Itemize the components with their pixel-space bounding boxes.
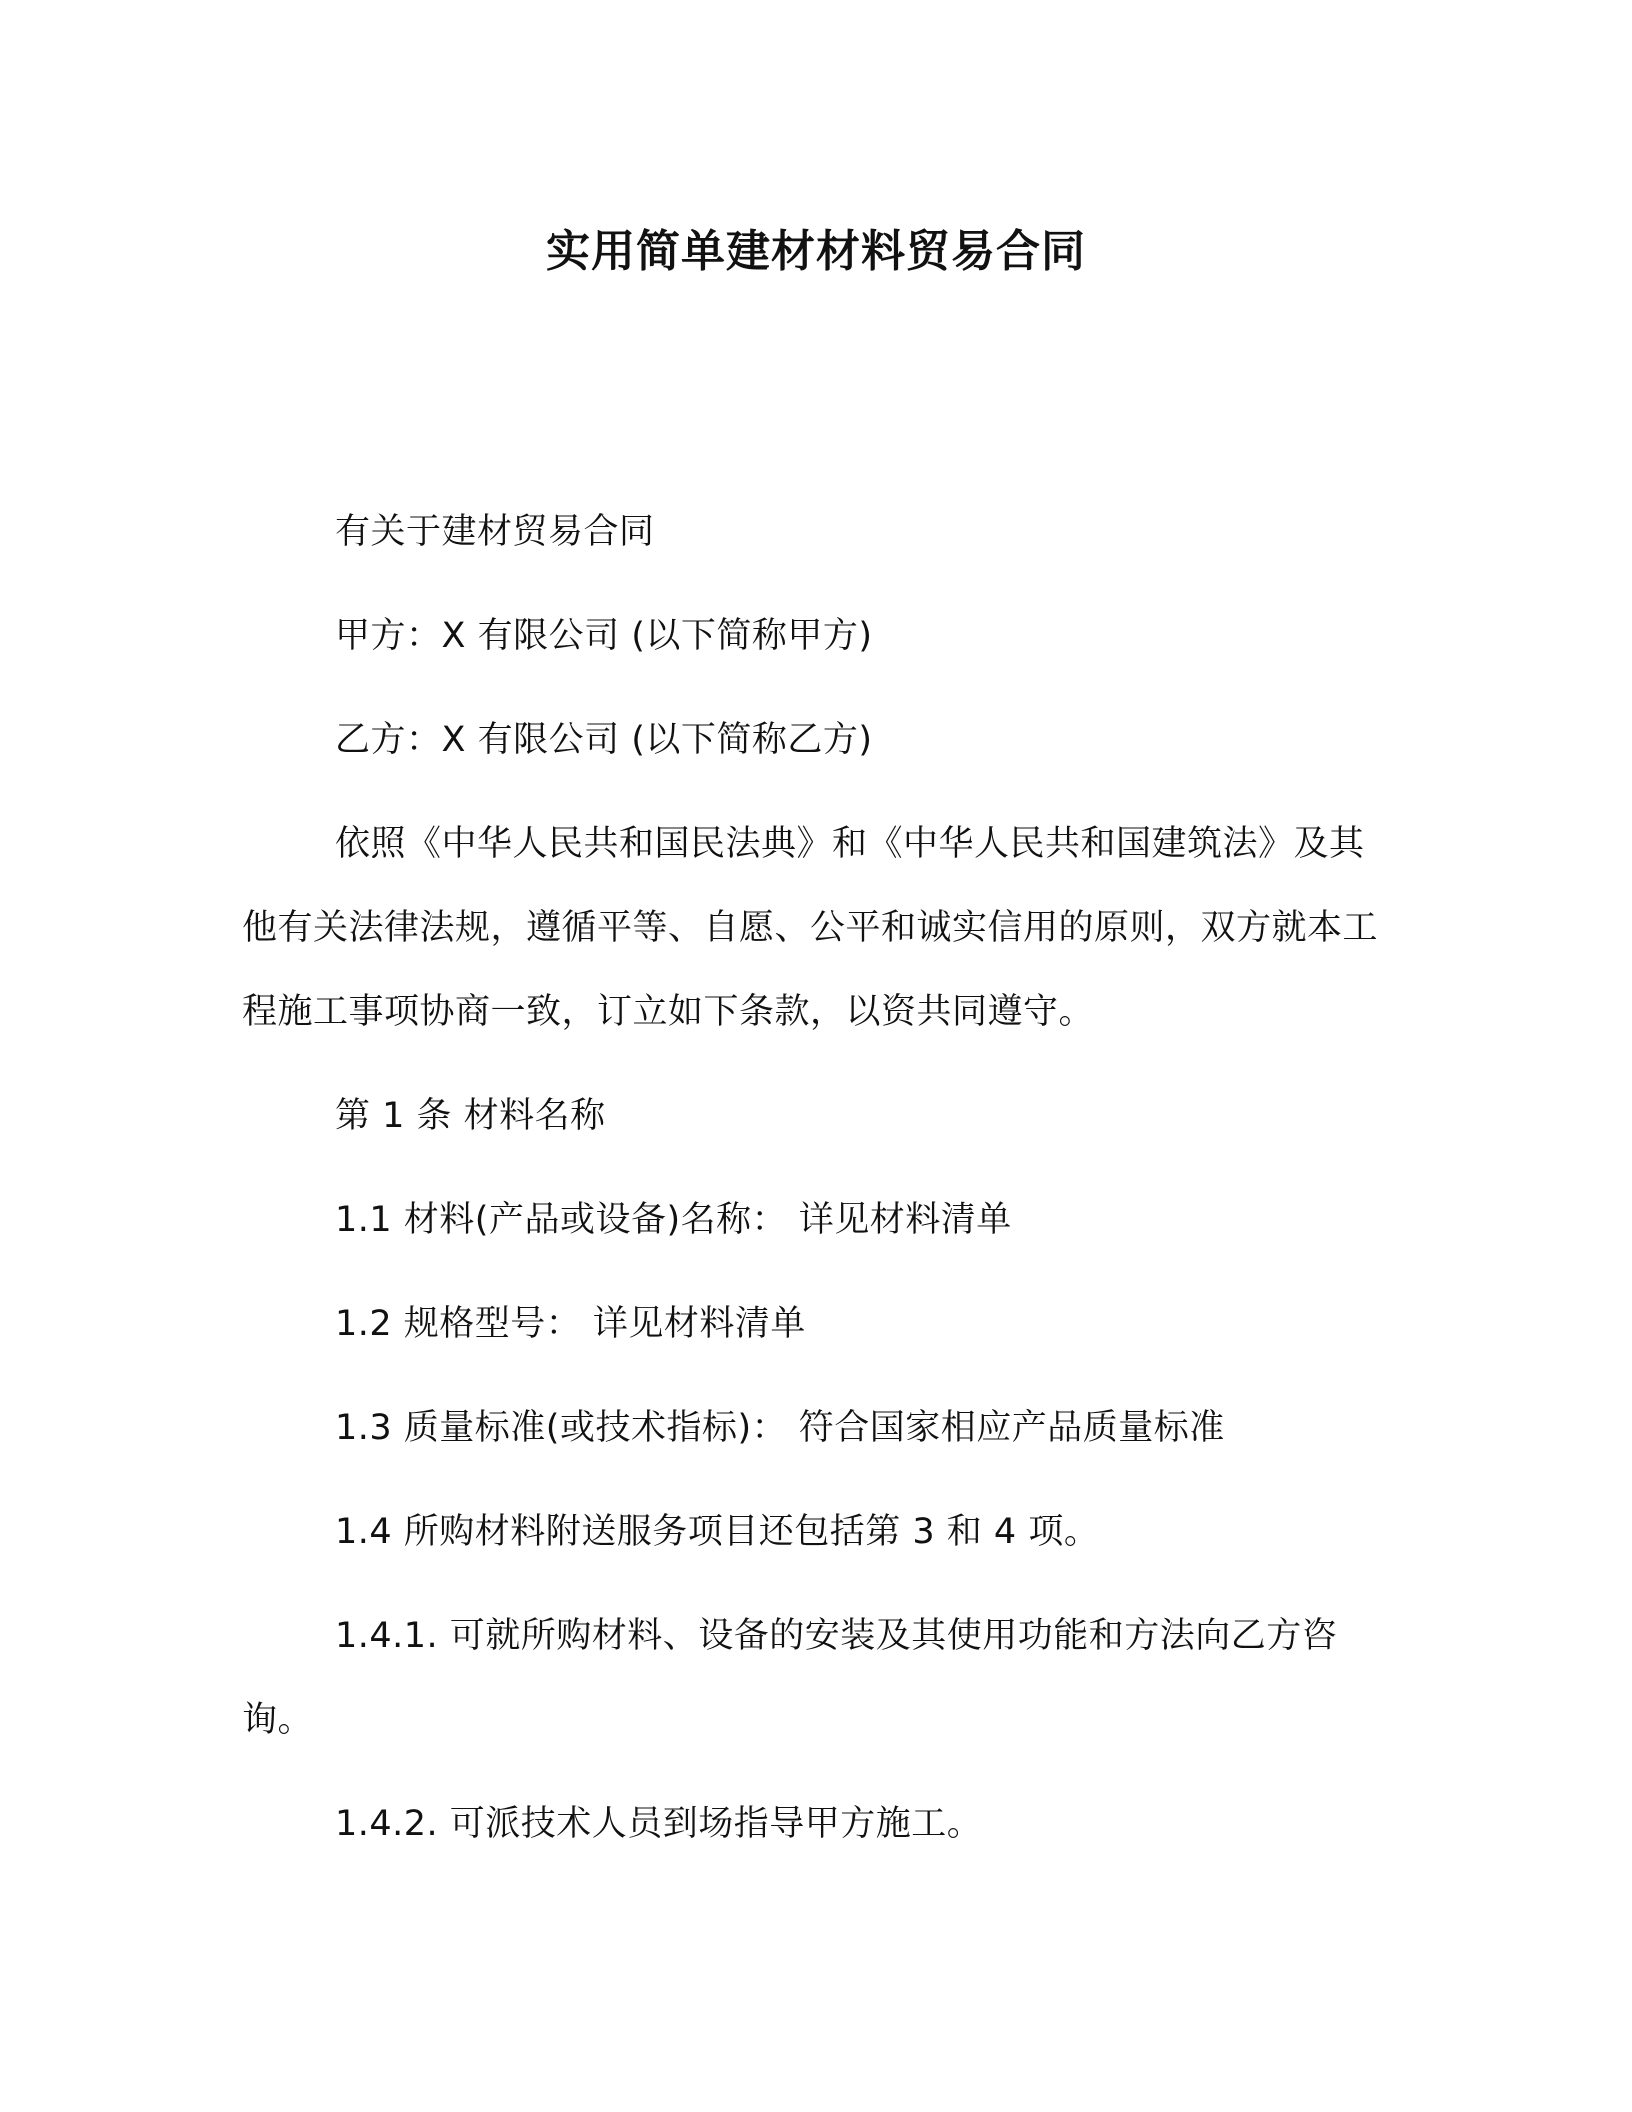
paragraph-clause-1-4-1: 1.4.1. 可就所购材料、设备的安装及其使用功能和方法向乙方咨询。 (242, 1616, 1338, 1740)
paragraph-clause-1-2: 1.2 规格型号： 详见材料清单 (335, 1304, 806, 1344)
paragraph-preamble: 依照《中华人民共和国民法典》和《中华人民共和国建筑法》及其他有关法律法规，遵循平等、自愿、公平和诚实信用的原则，双方就本工程施工事项协商一致，订立如下条款，以资共同遵守。 (242, 824, 1379, 1032)
paragraph-subject: 有关于建材贸易合同 (335, 512, 655, 552)
paragraph-clause-1-4-2: 1.4.2. 可派技术人员到场指导甲方施工。 (335, 1804, 983, 1844)
document-title: 实用简单建材材料贸易合同 (546, 226, 1086, 277)
paragraph-party-b: 乙方：X 有限公司 (以下简称乙方) (335, 720, 873, 760)
paragraph-party-a: 甲方：X 有限公司 (以下简称甲方) (335, 616, 873, 656)
paragraph-clause-1-3: 1.3 质量标准(或技术指标)： 符合国家相应产品质量标准 (335, 1408, 1225, 1448)
paragraph-clause-1-4: 1.4 所购材料附送服务项目还包括第 3 和 4 项。 (335, 1512, 1100, 1552)
document-body (242, 490, 1392, 1886)
paragraph-article-1-heading: 第 1 条 材料名称 (335, 1096, 606, 1136)
paragraph-clause-1-1: 1.1 材料(产品或设备)名称： 详见材料清单 (335, 1200, 1012, 1240)
